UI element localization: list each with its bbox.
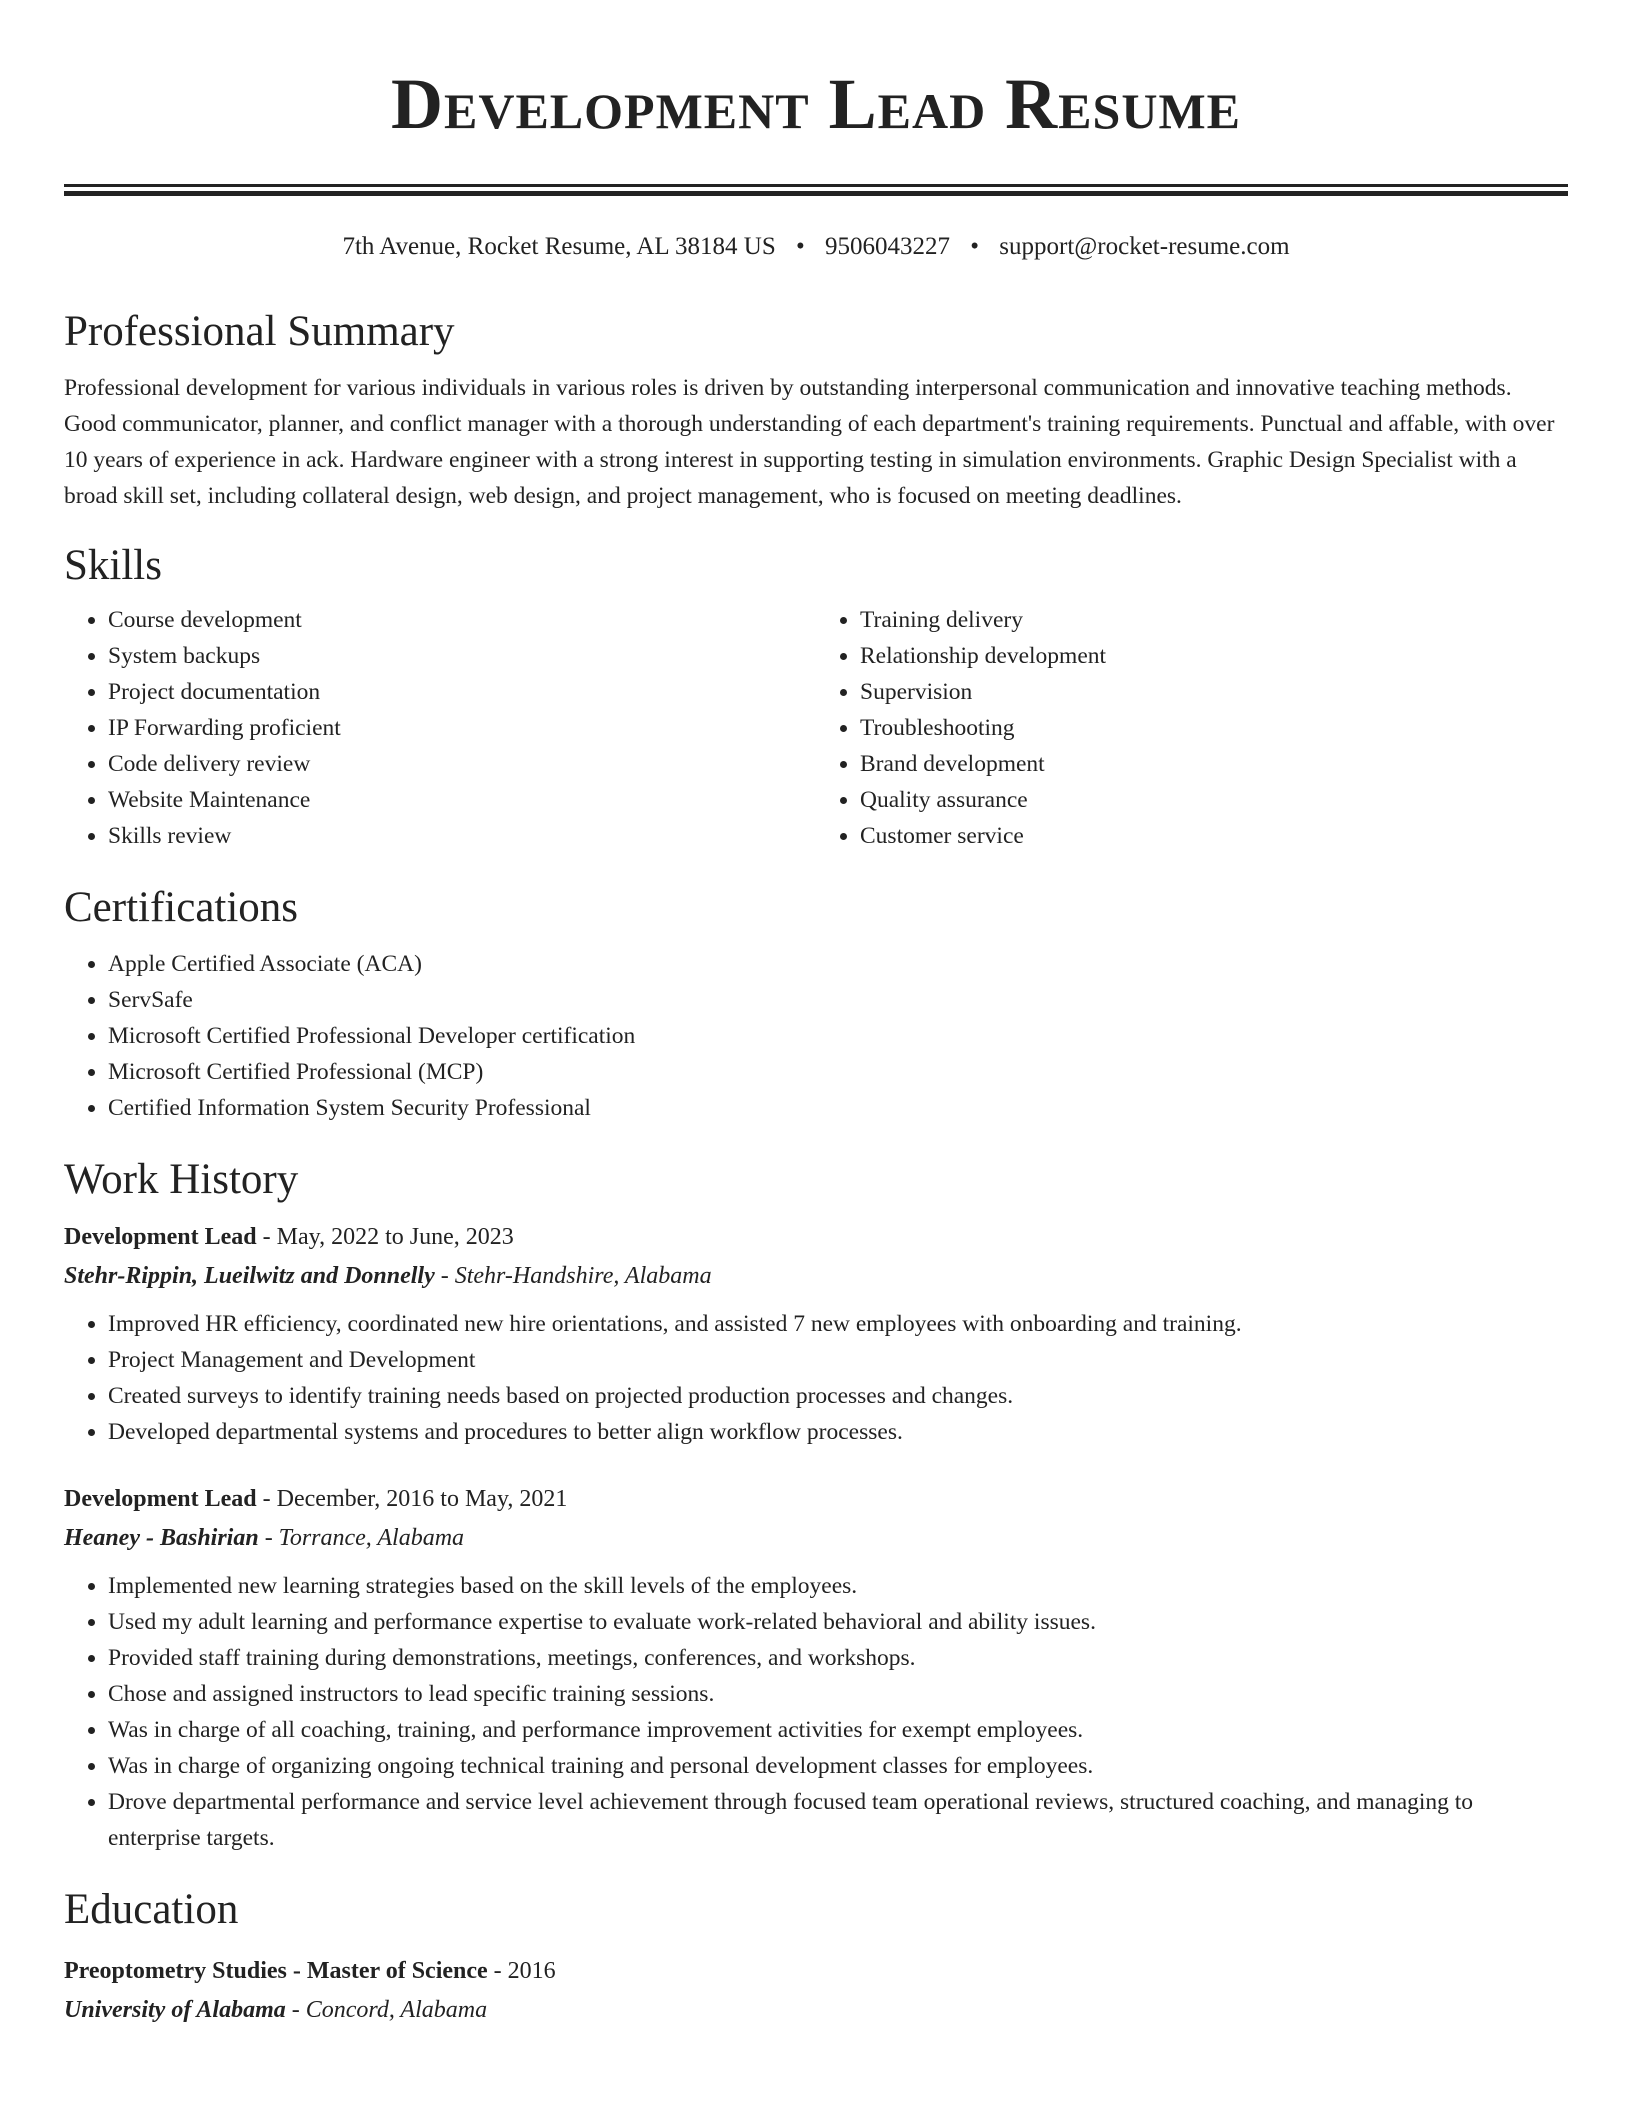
education-school-line bbox=[64, 1990, 1568, 2030]
job-company: Heaney - Bashirian bbox=[64, 1525, 259, 1551]
job-bullet: • Project Management and Development bbox=[108, 1342, 1568, 1378]
certification-item: • ServSafe bbox=[108, 982, 1568, 1018]
skill-item: • Training delivery bbox=[860, 602, 1568, 638]
contact-phone: 9506043227 bbox=[825, 233, 950, 260]
certification-item: • Microsoft Certified Professional (MCP) bbox=[108, 1054, 1568, 1090]
job-bullet: • Drove departmental performance and service level achievement through focused team operational reviews, structured coaching, and managing to enterprise targets. bbox=[108, 1784, 1568, 1856]
job-company-line bbox=[64, 1518, 1568, 1558]
job-title: Development Lead bbox=[64, 1224, 257, 1250]
certification-item: • Microsoft Certified Professional Developer certification bbox=[108, 1018, 1568, 1054]
skill-item: • Skills review bbox=[108, 818, 816, 854]
skills-columns bbox=[64, 602, 1568, 854]
job-location: - Stehr-Handshire, Alabama bbox=[440, 1263, 712, 1289]
job-company-line bbox=[64, 1256, 1568, 1296]
certifications-heading: Certifications bbox=[64, 884, 299, 931]
job-company: Stehr-Rippin, Lueilwitz and Donnelly bbox=[64, 1263, 435, 1289]
job-bullets bbox=[64, 1306, 1568, 1450]
summary-heading: Professional Summary bbox=[64, 308, 455, 355]
title-divider bbox=[64, 184, 1568, 196]
certification-item: • Certified Information System Security Professional bbox=[108, 1090, 1568, 1126]
job-bullet: • Was in charge of organizing ongoing technical training and personal development classes for employees. bbox=[108, 1748, 1568, 1784]
summary-text: Professional development for various individuals in various roles is driven by outstanding interpersonal communication and innovative teaching methods. Good communicator, planner, and conflict manager with a thorough understanding of each department's training requirements. Punctual and affable, with over 10 years of experience in ack. Hardware engineer with a strong interest in supporting testing in simulation environments. Graphic Design Specialist with a broad skill set, including collateral design, web design, and project management, who is focused on meeting deadlines. bbox=[64, 375, 1555, 509]
job-title: Development Lead bbox=[64, 1486, 257, 1512]
skill-item: • Troubleshooting bbox=[860, 710, 1568, 746]
job-entry bbox=[64, 1218, 1568, 1450]
contact-address: 7th Avenue, Rocket Resume, AL 38184 US bbox=[342, 233, 776, 260]
education-school: University of Alabama bbox=[64, 1997, 286, 2023]
job-bullet: • Developed departmental systems and procedures to better align workflow processes. bbox=[108, 1414, 1568, 1450]
job-location: - Torrance, Alabama bbox=[264, 1525, 465, 1551]
job-header bbox=[64, 1218, 1568, 1256]
job-bullet: • Chose and assigned instructors to lead specific training sessions. bbox=[108, 1676, 1568, 1712]
contact-separator: • bbox=[970, 233, 980, 260]
skills-heading: Skills bbox=[64, 542, 162, 589]
job-bullet: • Improved HR efficiency, coordinated new hire orientations, and assisted 7 new employees with onboarding and training. bbox=[108, 1306, 1568, 1342]
skills-list-left bbox=[64, 602, 816, 854]
job-bullet: • Was in charge of all coaching, training, and performance improvement activities for exempt employees. bbox=[108, 1712, 1568, 1748]
job-dates: - May, 2022 to June, 2023 bbox=[262, 1224, 514, 1250]
skill-item: • Brand development bbox=[860, 746, 1568, 782]
work-history-heading: Work History bbox=[64, 1156, 299, 1203]
job-bullet: • Implemented new learning strategies based on the skill levels of the employees. bbox=[108, 1568, 1568, 1604]
skill-item: • IP Forwarding proficient bbox=[108, 710, 816, 746]
education-degree: Preoptometry Studies - Master of Science bbox=[64, 1958, 488, 1984]
education-location: - Concord, Alabama bbox=[291, 1997, 488, 2023]
job-bullet: • Created surveys to identify training needs based on projected production processes and changes. bbox=[108, 1378, 1568, 1414]
skill-item: • Code delivery review bbox=[108, 746, 816, 782]
skill-item: • Customer service bbox=[860, 818, 1568, 854]
contact-email[interactable]: support@rocket-resume.com bbox=[999, 233, 1290, 260]
contact-line bbox=[64, 230, 1568, 264]
education-year: - 2016 bbox=[493, 1958, 556, 1984]
education-heading: Education bbox=[64, 1886, 239, 1933]
skill-item: • Project documentation bbox=[108, 674, 816, 710]
skill-item: • Website Maintenance bbox=[108, 782, 816, 818]
job-dates: - December, 2016 to May, 2021 bbox=[262, 1486, 568, 1512]
skill-item: • Course development bbox=[108, 602, 816, 638]
skill-item: • System backups bbox=[108, 638, 816, 674]
job-entry bbox=[64, 1480, 1568, 1856]
job-bullets bbox=[64, 1568, 1568, 1856]
certification-item: • Apple Certified Associate (ACA) bbox=[108, 946, 1568, 982]
skill-item: • Supervision bbox=[860, 674, 1568, 710]
job-bullet: • Used my adult learning and performance expertise to evaluate work-related behavioral and ability issues. bbox=[108, 1604, 1568, 1640]
skill-item: • Quality assurance bbox=[860, 782, 1568, 818]
resume-title: Development Lead Resume bbox=[391, 64, 1241, 144]
job-header bbox=[64, 1480, 1568, 1518]
contact-separator: • bbox=[795, 233, 805, 260]
job-bullet: • Provided staff training during demonstrations, meetings, conferences, and workshops. bbox=[108, 1640, 1568, 1676]
education-degree-line bbox=[64, 1952, 1568, 1990]
skills-list-right bbox=[816, 602, 1568, 854]
skill-item: • Relationship development bbox=[860, 638, 1568, 674]
certifications-list bbox=[64, 946, 1568, 1126]
